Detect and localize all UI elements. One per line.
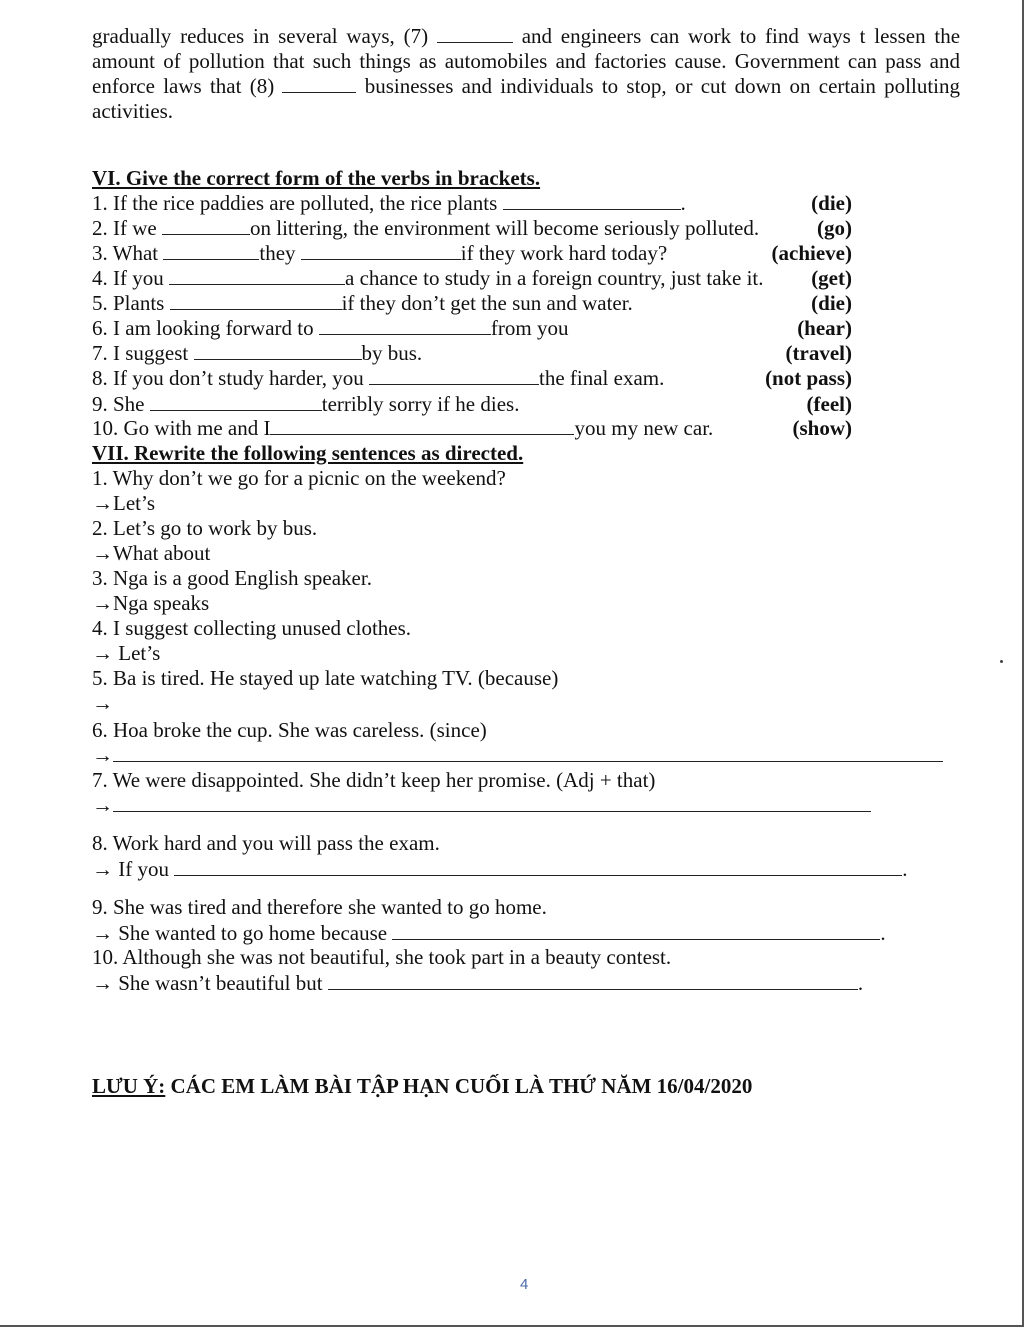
verb-item-8: 8. If you don’t study harder, you the final exam. (92, 366, 665, 390)
rewrite-question-2: 2. Let’s go to work by bus. (92, 516, 318, 540)
rewrite-question-3: 3. Nga is a good English speaker. (92, 566, 372, 590)
rewrite-answer-10: → She wasn’t beautiful but . (92, 971, 864, 995)
stray-dot (1000, 660, 1003, 663)
rewrite-question-6: 6. Hoa broke the cup. She was careless. (since) (92, 718, 487, 742)
reading-paragraph: gradually reduces in several ways, (7) and engineers can work to find ways t lessen the amount of pollution that such things as automobiles and factories cause. Government can pass and enforce laws that (8) businesses and individuals to stop, or cut down on certain polluting activities. (92, 24, 961, 123)
verb-hint-3: (achieve) (771, 241, 852, 265)
verb-item-5: 5. Plants if they don’t get the sun and water. (92, 291, 633, 315)
verb-hint-7: (travel) (785, 341, 852, 365)
rewrite-answer-4: → Let’s (92, 641, 161, 665)
rewrite-answer-8: → If you . (92, 857, 908, 881)
rewrite-answer-5: → (92, 691, 113, 715)
rewrite-question-5: 5. Ba is tired. He stayed up late watching TV. (because) (92, 666, 559, 690)
rewrite-question-8: 8. Work hard and you will pass the exam. (92, 831, 440, 855)
rewrite-question-7: 7. We were disappointed. She didn’t keep her promise. (Adj + that) (92, 768, 656, 792)
verb-item-9: 9. She terribly sorry if he dies. (92, 392, 520, 416)
verb-item-7: 7. I suggest by bus. (92, 341, 423, 365)
page-number: 4 (520, 1276, 529, 1293)
blank-8 (282, 74, 356, 93)
verb-hint-4: (get) (811, 266, 852, 290)
rewrite-answer-3: →Nga speaks (92, 591, 210, 615)
section-vii-heading: VII. Rewrite the following sentences as directed. (92, 441, 524, 465)
verb-item-1: 1. If the rice paddies are polluted, the rice plants . (92, 191, 686, 215)
blank-7 (437, 24, 513, 43)
verb-hint-8: (not pass) (765, 366, 852, 390)
verb-hint-1: (die) (811, 191, 852, 215)
rewrite-answer-2: →What about (92, 541, 211, 565)
verb-item-6: 6. I am looking forward to from you (92, 316, 569, 340)
rewrite-answer-9: → She wanted to go home because . (92, 921, 886, 945)
verb-hint-9: (feel) (806, 392, 852, 416)
verb-item-4: 4. If you a chance to study in a foreign country, just take it. (92, 266, 764, 290)
verb-item-2: 2. If we on littering, the environment will become seriously polluted. (92, 216, 760, 240)
verb-item-3: 3. What they if they work hard today? (92, 241, 668, 265)
rewrite-question-1: 1. Why don’t we go for a picnic on the weekend? (92, 466, 506, 490)
rewrite-question-9: 9. She was tired and therefore she wanted to go home. (92, 895, 547, 919)
rewrite-answer-6: → (92, 743, 943, 768)
verb-hint-10: (show) (792, 416, 852, 440)
section-vi-heading: VI. Give the correct form of the verbs in brackets. (92, 166, 541, 190)
verb-hint-6: (hear) (797, 316, 852, 340)
rewrite-answer-1: →Let’s (92, 491, 155, 515)
verb-hint-5: (die) (811, 291, 852, 315)
rewrite-question-10: 10. Although she was not beautiful, she took part in a beauty contest. (92, 945, 672, 969)
verb-hint-2: (go) (817, 216, 852, 240)
rewrite-question-4: 4. I suggest collecting unused clothes. (92, 616, 412, 640)
deadline-note: LƯU Ý: CÁC EM LÀM BÀI TẬP HẠN CUỐI LÀ THỨ NĂM 16/04/2020 (92, 1074, 753, 1098)
verb-item-10: 10. Go with me and I you my new car. (92, 416, 714, 440)
rewrite-answer-7: → (92, 793, 871, 818)
